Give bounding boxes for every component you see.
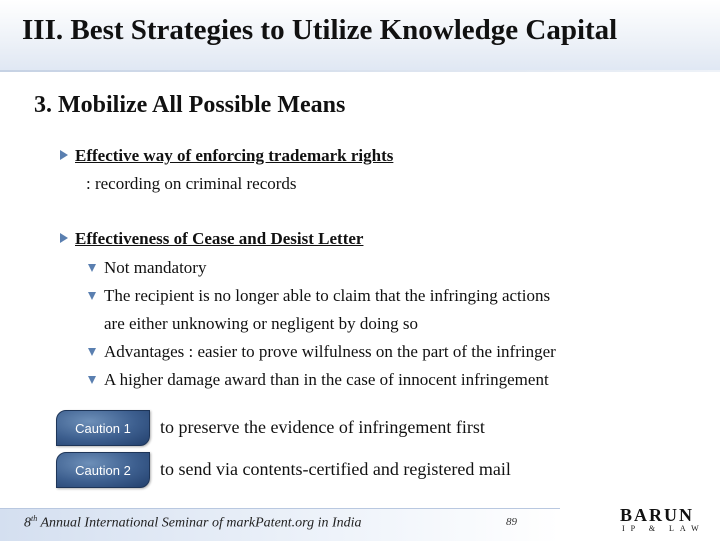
list-item	[88, 342, 556, 362]
section1-detail: : recording on criminal records	[86, 174, 297, 193]
list-item-text: A higher damage award than in the case of innocent infringement	[104, 370, 549, 389]
logo-main-text: BARUN	[620, 505, 695, 525]
section1-heading: Effective way of enforcing trademark rights	[75, 146, 394, 165]
caution-1-badge: Caution 1	[56, 410, 150, 446]
footer-seminar-text	[24, 514, 362, 532]
down-triangle-icon	[88, 292, 96, 300]
footer-ordinal-suffix: th	[31, 514, 38, 523]
list-item	[88, 370, 549, 390]
triangle-bullet-icon	[60, 233, 68, 243]
list-item-continuation: are either unknowing or negligent by doing so	[104, 314, 418, 333]
down-triangle-icon	[88, 376, 96, 384]
section2-bullet	[60, 229, 363, 249]
list-item	[88, 286, 550, 306]
section2-heading: Effectiveness of Cease and Desist Letter	[75, 229, 364, 248]
list-item-text: Not mandatory	[104, 258, 207, 277]
header-divider	[0, 70, 720, 72]
footer-text: Annual International Seminar of markPatent.org in India	[37, 515, 362, 531]
barun-logo	[620, 506, 710, 538]
list-item-text: Advantages : easier to prove wilfulness on the part of the infringer	[104, 342, 556, 361]
list-item	[88, 258, 206, 278]
caution-1-text: to preserve the evidence of infringement first	[160, 417, 485, 437]
caution-2-text: to send via contents-certified and registered mail	[160, 459, 511, 479]
section1-bullet	[60, 146, 393, 166]
list-item-text: The recipient is no longer able to claim that the infringing actions	[104, 286, 551, 305]
down-triangle-icon	[88, 348, 96, 356]
slide-title: III. Best Strategies to Utilize Knowledge Capital	[22, 14, 618, 46]
caution-2-badge: Caution 2	[56, 452, 150, 488]
slide-subtitle: 3. Mobilize All Possible Means	[34, 92, 346, 118]
page-number: 89	[506, 516, 517, 528]
logo-sub-text: IP & LAW	[622, 524, 705, 533]
triangle-bullet-icon	[60, 150, 68, 160]
down-triangle-icon	[88, 264, 96, 272]
footer-ordinal: 8	[24, 515, 31, 531]
